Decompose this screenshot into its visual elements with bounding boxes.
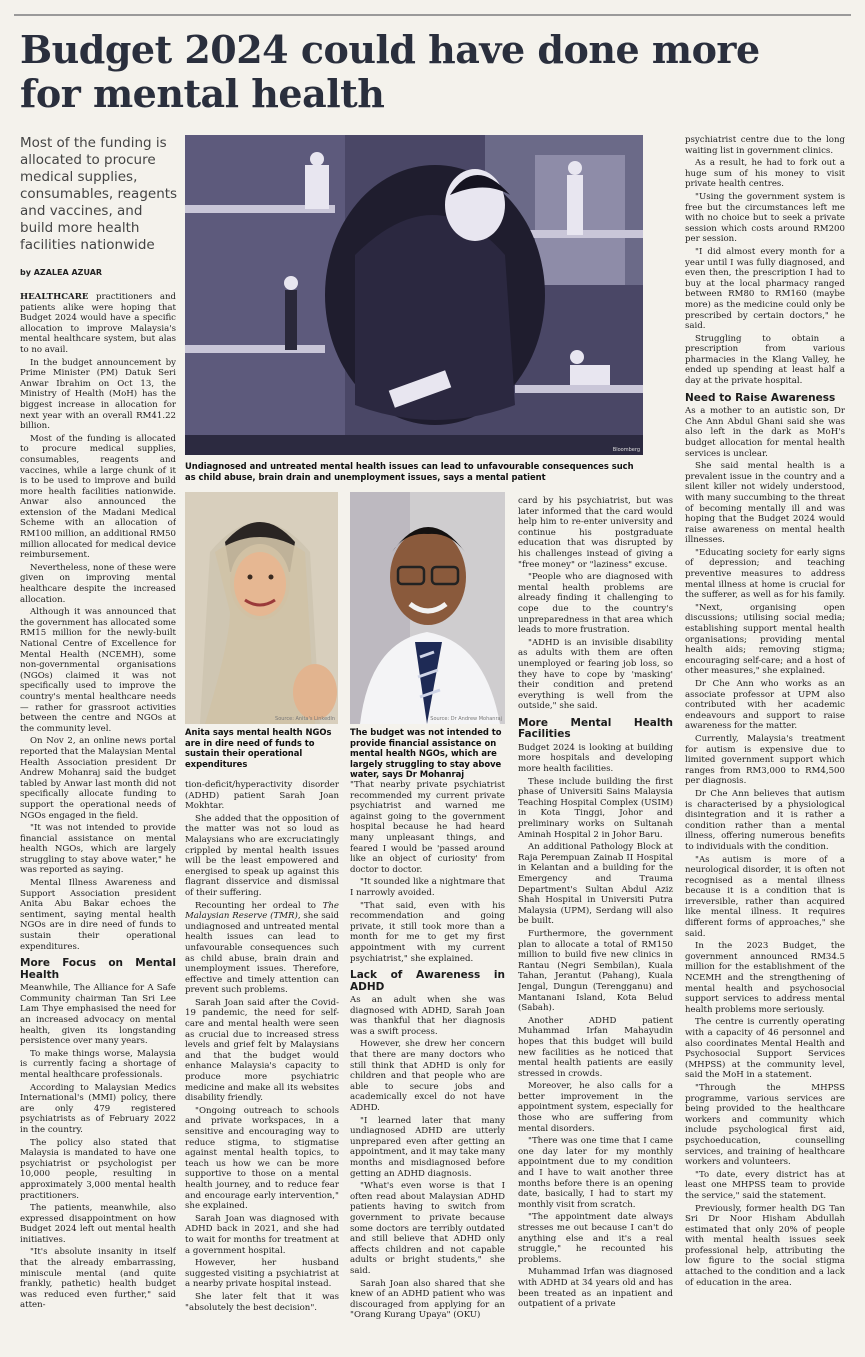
paragraph: card by his psychiatrist, but was later informed that the card would help him to re-enter university and continue his postgraduate education that was disrupted by his challenges instead of giving a "free money" or "laziness" excuse. (518, 496, 673, 570)
paragraph: "Educating society for early signs of depression; and teaching preventive measures to address mental illness at home is crucial for the sufferer, as well as for his family. (685, 547, 845, 601)
standfirst: Most of the funding is allocated to procure medical supplies, consumables, reagents and vaccines, and build more health facilities nationwide (20, 135, 178, 253)
paragraph: "It sounded like a nightmare that I narrowly avoided. (350, 877, 505, 898)
paragraph: Furthermore, the government plan to allocate a total of RM150 million to build five new clinics in Rantau (Negri Sembilan), Kuala Tahan, Jerantut (Pahang), Kuala Jengal, Dungun (Terengganu) and Mantanani Island, Kota Belud (Sabah). (518, 928, 673, 1014)
paragraph: As an adult when she was diagnosed with ADHD, Sarah Joan was thankful that her diagnosis was a swift process. (350, 995, 505, 1037)
paragraph: "It's absolute insanity in itself that the already embarrassing, miniscule mental (and quite frankly, pathetic) health budget was reduced even further," said atten- (20, 1247, 176, 1311)
paragraph: An additional Pathology Block at Raja Perempuan Zainab II Hospital in Kelantan and a building for the Emergency and Trauma Department's Sultan Abdul Aziz Shah Hospital in Universiti Putra Malaysia (UPM), Serdang will also be built. (518, 842, 673, 927)
paragraph: Sarah Joan was diagnosed with ADHD back in 2021, and she had to wait for months for treatment at a government hospital. (185, 1213, 339, 1256)
paragraph: The centre is currently operating with a capacity of 46 personnel and also coordinates Mental Health and Psychosocial Support Services (MHPSS) at the community level, said the MoH in a statement. (685, 1017, 845, 1081)
paragraph: The policy also stated that Malaysia is mandated to have one psychiatrist or psychologist per 10,000 people, resulting in approximately 3,000 mental health practitioners. (20, 1137, 176, 1201)
photo-mohanraj (350, 492, 505, 724)
photo-mohanraj-credit: Source: Dr Andrew Mohanraj (430, 716, 502, 722)
paragraph: Sarah Joan also shared that she knew of an ADHD patient who was discouraged from applying for an "Orang Kurang Upaya" (OKU) (350, 1278, 505, 1321)
paragraph: Although it was announced that the government has allocated some RM15 million for the newly-built National Centre of Excellence for Mental Health (NCEMH), some non-governmental organisations (NGOs) claimed it was not specifically used to improve the country's mental healthcare needs — rather for grassroot activities between the centre and NGOs at the community level. (20, 607, 176, 734)
paragraph: These include building the first phase of Universiti Sains Malaysia Teaching Hospital Complex (USIM) in Kota Tinggi, Johor and preliminary works on Sultanah Aminah Hospital 2 in Johor Baru. (518, 776, 673, 840)
paragraph: Sarah Joan said after the Covid-19 pandemic, the need for self-care and mental health were seen as crucial due to increased stress levels and grief felt by Malaysians and that the budget would enhance Malaysia's capacity to produce more psychiatric medicine and make all its websites disability friendly. (185, 997, 339, 1104)
paragraph: However, her husband suggested visiting a psychiatrist at a nearby private hospital instead. (185, 1258, 339, 1290)
mohanraj-portrait (350, 492, 505, 724)
paragraph: Another ADHD patient Muhammad Irfan Mahayudin hopes that this budget will build new facilities as he noticed that mental health patients are easily stressed in crowds. (518, 1015, 673, 1079)
headline-line-1: Budget 2024 could have done more (20, 27, 760, 72)
paragraph: tion-deficit/hyperactivity disorder (ADHD) patient Sarah Joan Mokhtar. (185, 780, 339, 812)
anita-portrait (185, 492, 338, 724)
paragraph: Moreover, he also calls for a better improvement in the appointment system, especially for those who are suffering from mental disorders. (518, 1081, 673, 1134)
paragraph: HEALTHCARE practitioners and patients alike were hoping that Budget 2024 would have a specific allocation to improve Malaysia's mental healthcare system, but alas to no avail. (20, 292, 176, 355)
column-1 (20, 292, 176, 1342)
paragraph: Dr Che Ann who works as an associate professor at UPM also contributed with her academic endeavours and support to raise awareness for the matter. (685, 679, 845, 732)
paragraph: Meanwhile, The Alliance for A Safe Community chairman Tan Sri Lee Lam Thye emphasised the need for an increased advocacy on mental health, given its longstanding persistence over many years. (20, 983, 176, 1047)
paragraph: Most of the funding is allocated to procure medical supplies, consumables, reagents and vaccines, while a large chunk of it is to be used to improve and build more health facilities nationwide. Anwar also announced the extension of the Madani Medical Scheme with an allocation of RM100 million, an additional RM50 million allocated for medical device reimbursement. (20, 433, 176, 561)
top-rule (14, 14, 851, 16)
paragraph: In the budget announcement by Prime Minister (PM) Datuk Seri Anwar Ibrahim on Oct 13, the Ministry of Health (MoH) has the biggest increase in allocation for next year with an overall RM41.22 billion. (20, 357, 176, 432)
photo-anita (185, 492, 338, 724)
paragraph: Recounting her ordeal to The Malaysian Reserve (TMR), she said undiagnosed and untreated mental health issues can lead to unfavourable consequences such as child abuse, brain drain and unemployment issues. Therefore, effective and timely attention can prevent such problems. (185, 900, 339, 996)
paragraph: According to Malaysian Medics International's (MMI) policy, there are only 479 registered psychiatrists as of February 2022 in the country. (20, 1082, 176, 1135)
paragraph: In the 2023 Budget, the government announced RM34.5 million for the establishment of the NCEMH and the strengthening of mental health and psychosocial support services to address mental health problems more seriously. (685, 941, 845, 1015)
paragraph: Previously, former health DG Tan Sri Dr Noor Hisham Abdullah estimated that only 20% of people with mental health issues seek professional help, attributing the low figure to the social stigma attached to the condition and a lack of education in the area. (685, 1203, 845, 1288)
subheading-more-focus: More Focus on Mental Health (20, 957, 176, 981)
paragraph: "Using the government system is free but the circumstances left me with no choice but to seek a private session which costs around RM200 per session. (685, 191, 845, 245)
paragraph: Struggling to obtain a prescription from various pharmacies in the Klang Valley, he ended up spending at least half a day at the private hospital. (685, 333, 845, 387)
paragraph: "That nearby private psychiatrist recommended my current private psychiatrist and warned me against going to the government hospital because he had heard many unpleasant things, and feared I would be 'passed around like an object of curiosity' from doctor to doctor. (350, 780, 505, 875)
paragraph: However, she drew her concern that there are many doctors who still think that ADHD is only for children and that people who are able to secure jobs and academically excel do not have ADHD. (350, 1039, 505, 1114)
paragraph: Budget 2024 is looking at building more hospitals and developing more health facilities. (518, 742, 673, 775)
paragraph: "Ongoing outreach to schools and private workspaces, in a sensitive and encouraging way to reduce stigma, to stigmatise against mental health topics, to teach us how we can be more supportive to those on a mental health journey, and to reduce fear and encourage early intervention," she explained. (185, 1105, 339, 1212)
paragraph: Currently, Malaysia's treatment for autism is expensive due to limited government support which ranges from RM3,000 to RM4,500 per diagnosis. (685, 733, 845, 787)
subheading-need-to-raise-awareness: Need to Raise Awareness (685, 391, 836, 404)
paragraph: "I did almost every month for a year until I was fully diagnosed, and even then, the prescription I had to buy at the local pharmacy ranged between RM80 to RM160 (maybe more) as the medicine could only be prescribed by certain doctors," he said. (685, 246, 845, 332)
column-2 (185, 780, 339, 1345)
subheading-lack-of-awareness: Lack of Awareness in ADHD (350, 969, 505, 993)
paragraph: She said mental health is a prevalent issue in the country and a silent killer not widely understood, with many succumbing to the threat of becoming mentally ill and was hoping that the Budget 2024 would raise awareness on mental health illnesses. (685, 461, 845, 546)
subheading-more-facilities: More Mental Health Facilities (518, 716, 673, 741)
headline-line-2: for mental health (20, 71, 385, 116)
paragraph: To make things worse, Malaysia is currently facing a shortage of mental healthcare professionals. (20, 1048, 176, 1080)
paragraph: "ADHD is an invisible disability as adults with them are often unemployed or fearing job loss, so they have to cope by 'masking' their condition and pretend everything is well from the outside," she said. (518, 637, 673, 712)
illustration-art (185, 135, 643, 455)
photo-mohanraj-caption: The budget was not intended to provide financial assistance on mental health NGOs, which are largely struggling to stay above water, says Dr Mohanraj (350, 727, 502, 779)
paragraph: "There was one time that I came one day later for my monthly appointment due to my condition and I have to wait another three months before there is an opening date, basically, I had to start my monthly visit from scratch. (518, 1136, 673, 1210)
paragraph: Nevertheless, none of these were given on improving mental healthcare despite the increased allocation. (20, 562, 176, 605)
byline: by AZALEA AZUAR (20, 268, 103, 277)
paragraph: "What's even worse is that I often read about Malaysian ADHD patients having to switch from government to private because some doctors are terribly outdated and still believe that ADHD only affects children and not capable adults or bright students," she said. (350, 1181, 505, 1276)
paragraph: "People who are diagnosed with mental health problems are already finding it challenging to cope due to the country's unpreparedness in that area which leads to more frustration. (518, 572, 673, 636)
paragraph: "To date, every district has at least one MHPSS team to provide the service," said the statement. (685, 1169, 845, 1201)
paragraph: The patients, meanwhile, also expressed disappointment on how Budget 2024 left out mental health initiatives. (20, 1203, 176, 1245)
headline (20, 28, 840, 116)
paragraph: "It was not intended to provide financial assistance on mental health NGOs, which are largely struggling to stay above water," he was reported as saying. (20, 823, 176, 876)
paragraph: "As autism is more of a neurological disorder, it is often not recognised as a mental illness because it is a condition that is irreversible, rather than acquired like mental illness. It requires different forms of approaches," she said. (685, 854, 845, 939)
paragraph: Dr Che Ann believes that autism is characterised by a physiological disintegration and it is rather a condition rather than a mental illness, offering numerous benefits to individuals with the condition. (685, 788, 845, 852)
paragraph: On Nov 2, an online news portal reported that the Malaysian Mental Health Association president Dr Andrew Mohanraj said the budget tabled by Anwar last month did not specifically allocate funding to support the operational needs of NGOs engaged in the field. (20, 736, 176, 821)
paragraph: She added that the opposition of the matter was not so loud as Malaysians who are excruciatingly crippled by mental health issues will be the least empowered and energised to speak up against this flagrant disservice and dismissal of their suffering. (185, 813, 339, 898)
paragraph: "Through the MHPSS programme, various services are being provided to the healthcare workers and community which include psychological first aid, psychoeducation, counselling services, and training of healthcare workers and volunteers. (685, 1082, 845, 1168)
paragraph: She later felt that it was "absolutely the best decision". (185, 1291, 339, 1313)
photo-anita-caption: Anita says mental health NGOs are in dire need of funds to sustain their operational expenditures (185, 727, 332, 769)
column-4 (518, 496, 673, 1346)
paragraph: "The appointment date always stresses me out because I can't do anything else and it's a real struggle," he recounted his problems. (518, 1212, 673, 1265)
main-illustration-credit: Bloomberg (612, 447, 640, 453)
column-3 (350, 780, 505, 1345)
paragraph: "Next, organising open discussions; utilising social media; establishing support mental health organisations; providing mental health aids; removing stigma; encouraging self-care; and a host of other measures," she explained. (685, 602, 845, 677)
paragraph: Muhammad Irfan was diagnosed with ADHD at 34 years old and has been treated as an inpatient and outpatient of a private (518, 1267, 673, 1310)
paragraph: "I learned later that many undiagnosed ADHD are utterly unprepared even after getting an appointment, and it may take many months and misdiagnosed before getting an ADHD diagnosis. (350, 1115, 505, 1179)
main-illustration-caption: Undiagnosed and untreated mental health issues can lead to unfavourable consequences such as child abuse, brain drain and unemployment issues, says a mental patient (185, 461, 634, 482)
photo-anita-credit: Source: Anita's LinkedIn (275, 716, 335, 722)
paragraph: As a result, he had to fork out a huge sum of his money to visit private health centres. (685, 158, 845, 190)
paragraph: psychiatrist centre due to the long waiting list in government clinics. (685, 135, 845, 156)
column-5 (685, 135, 845, 1345)
paragraph: As a mother to an autistic son, Dr Che Ann Abdul Ghani said she was also left in the dark as MoH's budget allocation for mental health services is unclear. (685, 406, 845, 459)
main-illustration (185, 135, 643, 455)
paragraph: Mental Illness Awareness and Support Association president Anita Abu Bakar echoes the sentiment, saying mental health NGOs are in dire need of funds to sustain their operational expenditures. (20, 878, 176, 952)
paragraph: "That said, even with his recommendation and going private, it still took more than a month for me to get my first appointment with my current psychiatrist," she explained. (350, 900, 505, 964)
